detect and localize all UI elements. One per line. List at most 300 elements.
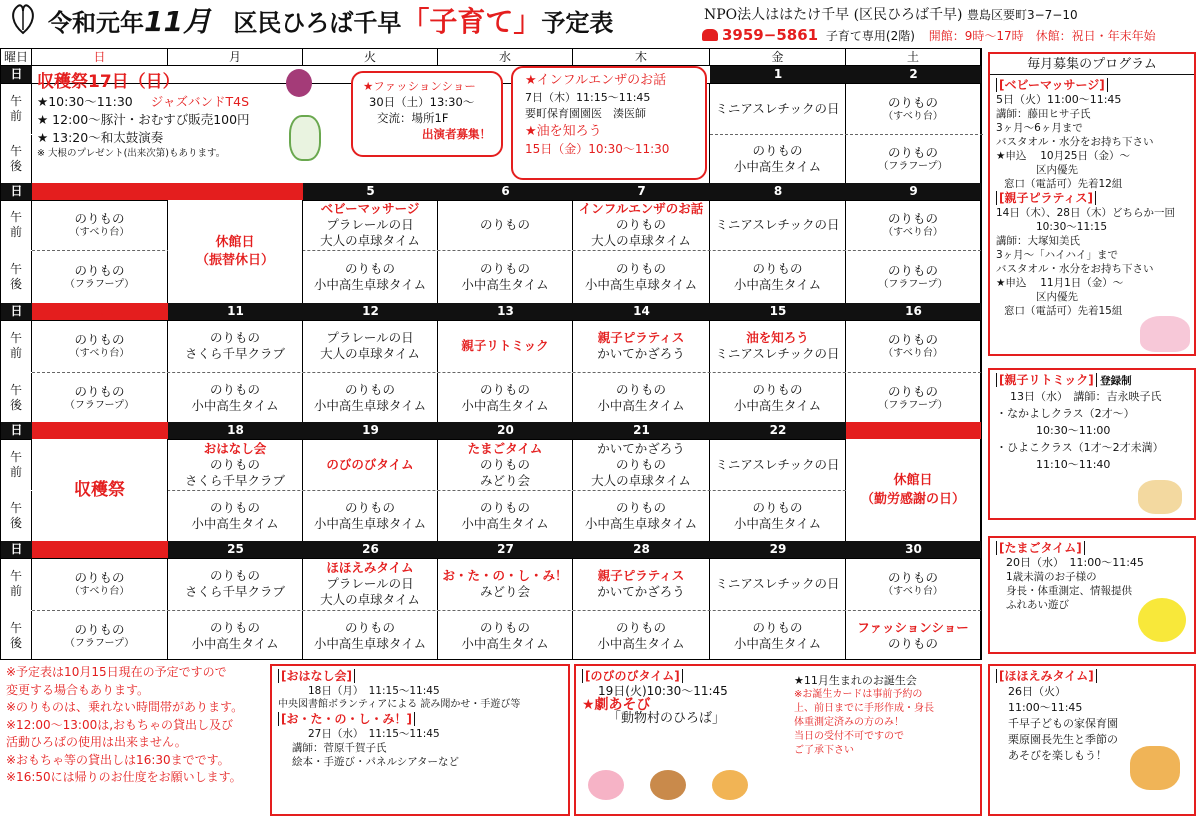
cell-line: のりもの (344, 500, 395, 515)
date-cell: 26 (303, 541, 438, 558)
day-slot-pm (846, 611, 981, 660)
date-cell: 6 (438, 183, 573, 200)
date-cell: 24 (32, 541, 168, 558)
day-slot-pm (573, 251, 710, 303)
panel-line: 11:10〜11:40 (1036, 458, 1111, 471)
cell-line: のりもの (887, 570, 938, 585)
cell-line: 小中高生タイム (733, 397, 822, 413)
cell-line: インフルエンザのお話 (578, 201, 704, 216)
otanoshimi-date: 27日（水） 11:15〜11:45 (308, 728, 440, 740)
ohanashi-tag: [おはなし会] (278, 669, 355, 683)
cell-line: のりもの (209, 500, 260, 515)
day-slot-am (846, 558, 981, 610)
harvest-festival-item (37, 129, 327, 147)
day-slot-pm (168, 373, 303, 422)
cell-line: たまごタイム (467, 440, 543, 456)
pilates-tag: [親子ピラティス] (996, 191, 1096, 205)
harvest-festival-note: ※ 大根のプレゼント(出来次第)もあります。 (37, 148, 226, 159)
day-slot (710, 135, 846, 183)
flu-oil-line: 7日（木）11:15〜11:45 (525, 91, 651, 104)
nobinobi-panel (574, 664, 982, 816)
panel-line: ・なかよしクラス（2才〜） (996, 407, 1135, 420)
date-cell: 9 (846, 183, 981, 200)
date-cell: 28 (573, 541, 710, 558)
cell-line: 小中高生タイム (733, 159, 822, 174)
am-label: 午 前 (1, 320, 32, 372)
cell-line: のりもの (209, 456, 260, 472)
cell-line: のりもの (615, 217, 666, 232)
cell-line: かいてかざろう (597, 584, 685, 599)
calendar-grid (0, 48, 982, 660)
cell-line: のりもの (887, 383, 938, 399)
day-slot-pm (303, 491, 438, 541)
cell-line: ファッションショー (857, 619, 969, 635)
nobinobi-play-title: 「動物村のひろば」 (608, 711, 726, 726)
rhythmic-panel (988, 368, 1196, 520)
panel-line: 11:00〜11:45 (1008, 701, 1083, 714)
date-cell: 11 (168, 303, 303, 320)
cell-line: 大人の卓球タイム (320, 233, 420, 248)
day-slot-pm (710, 611, 846, 660)
cell-line: のりもの (209, 619, 260, 635)
date-cell: 8 (710, 183, 846, 200)
pilates-details (996, 206, 1188, 318)
cell-line: （すべり台） (69, 227, 130, 238)
cell-line: （すべり台） (69, 348, 130, 359)
harvest-festival-block (37, 71, 327, 161)
weekday-header: 日 (32, 49, 168, 66)
day-slot-merged (168, 200, 303, 303)
day-slot-pm (168, 491, 303, 541)
date-cell: 22 (710, 422, 846, 439)
cell-line: のりもの (344, 381, 395, 397)
title-name: 区民ひろば千早 (233, 9, 402, 37)
day-slot-am (438, 320, 573, 372)
day-slot-pm (438, 373, 573, 422)
weekday-header: 曜日 (1, 49, 32, 66)
am-label: 午 前 (1, 558, 32, 610)
sunday-label: 日 (1, 541, 32, 558)
cell-line: 休館日 (215, 234, 255, 250)
panel-line: ※12:00〜13:00は,おもちゃの貸出し及び (6, 717, 234, 732)
rhythmic-details (996, 388, 1188, 473)
pm-label: 午 後 (1, 373, 32, 422)
date-cell: 30 (846, 541, 981, 558)
day-slot-pm (438, 491, 573, 541)
cell-line: のりもの (74, 263, 125, 278)
cell-line: 小中高生タイム (733, 277, 822, 292)
day-slot-am (710, 439, 846, 490)
cell-line: ミニアスレチックの日 (715, 576, 840, 591)
otanoshimi-tag: [お・た・の・し・み！] (278, 712, 415, 726)
cell-line: （すべり台） (69, 586, 130, 597)
title-schedule: 予定表 (541, 9, 614, 37)
cell-line: のりもの (615, 261, 666, 276)
cell-line: 休館日 (893, 473, 933, 488)
pm-label: 午 後 (1, 611, 32, 660)
weekday-header: 月 (168, 49, 303, 66)
date-cell: 5 (303, 183, 438, 200)
panel-line: 講師：大塚知美氏 (996, 235, 1080, 247)
harvest-festival-title: 収穫祭17日（日） (37, 72, 180, 92)
org-address: 豊島区要町3−7−10 (966, 8, 1078, 22)
flu-oil-line: ★インフルエンザのお話 (525, 73, 667, 88)
cell-line: 小中高生卓球タイム (584, 516, 698, 531)
panel-line: 活動ひろばの使用は出来ません。 (6, 735, 187, 749)
cell-line: のりもの (74, 621, 125, 637)
flu-oil-box (511, 66, 707, 180)
hohoemi-tag: [ほほえみタイム] (996, 669, 1097, 683)
panel-line: 10:30〜11:15 (1036, 221, 1108, 233)
cell-line: 小中高生卓球タイム (313, 635, 427, 651)
day-slot-pm (710, 251, 846, 303)
cell-line: かいてかざろう (597, 346, 685, 361)
cell-line: のりもの (479, 381, 530, 397)
cell-line: 小中高生タイム (461, 635, 549, 651)
day-slot-pm (438, 611, 573, 660)
animals-illustration (1138, 480, 1182, 514)
cell-line: 大人の卓球タイム (320, 592, 420, 607)
day-slot-am (438, 200, 573, 250)
cell-line: 油を知ろう (746, 330, 809, 345)
am-label: 午 前 (1, 84, 32, 134)
date-cell: 16 (846, 303, 981, 320)
org-line (704, 4, 1078, 24)
day-slot-am (303, 439, 438, 490)
cell-line: 小中高生卓球タイム (584, 277, 698, 292)
title-kosodate: 「子育て」 (401, 5, 542, 38)
panel-line: ★申込 10月25日（金）〜 (996, 150, 1130, 162)
date-cell: 12 (303, 303, 438, 320)
cell-line: のりもの (887, 635, 938, 651)
date-cell: 13 (438, 303, 573, 320)
cell-line: 小中高生卓球タイム (313, 516, 427, 531)
day-slot-am (710, 558, 846, 610)
day-slot-am (303, 200, 438, 250)
rhythmic-registration: 登録制 (1100, 375, 1132, 387)
logo-icon (6, 2, 40, 36)
cell-line: のりもの (887, 263, 938, 278)
day-slot-am (573, 558, 710, 610)
panel-line: ※おもちゃ等の貸出しは16:30までです。 (6, 752, 230, 767)
cell-line: 小中高生タイム (191, 397, 279, 413)
cell-line: かいてかざろう (597, 440, 685, 456)
festival-item-time: ★ 12:00〜豚汁・おむすび販売100円 (37, 112, 250, 127)
day-slot-am (168, 439, 303, 490)
panel-line: 当日の受付不可ですので (794, 731, 904, 742)
cell-line: のりもの (887, 145, 938, 160)
weekday-header: 土 (846, 49, 981, 66)
day-slot-pm (710, 491, 846, 541)
day-slot (846, 84, 981, 134)
fashion-line: 30日（土）13:30〜 (369, 95, 475, 109)
harvest-festival-item (37, 111, 327, 129)
panel-line: 区内優先 (1036, 164, 1078, 176)
day-slot-pm (710, 373, 846, 422)
day-slot-am (32, 320, 168, 372)
cell-line: （フラフープ） (64, 279, 135, 290)
day-slot-am (32, 558, 168, 610)
cell-line: ミニアスレチックの日 (715, 456, 840, 472)
cell-line: （すべり台） (883, 227, 943, 238)
date-cell: 1 (710, 66, 846, 83)
page-title (48, 2, 613, 43)
cell-line: ミニアスレチックの日 (715, 346, 840, 361)
panel-line: あそびを楽しもう！ (1008, 749, 1107, 762)
cell-line: さくら千早クラブ (184, 472, 285, 488)
panel-line: 14日（木）、28日（木）どちらか一回 (996, 207, 1175, 219)
panel-line: ※予定表は10月15日現在の予定ですので (6, 665, 227, 679)
cell-line: （フラフープ） (64, 637, 135, 649)
panel-line: ※お誕生カードは事前予約の (794, 689, 923, 700)
cell-line: のりもの (344, 619, 395, 635)
hohoemi-panel (988, 664, 1196, 816)
cell-line: 小中高生タイム (597, 397, 685, 413)
panel-line: 1歳未満のお子様の (1006, 571, 1097, 583)
otanoshimi-teacher: 講師：菅原千賀子氏 (292, 742, 387, 754)
date-cell: 17 (32, 422, 168, 439)
cell-line: 小中高生タイム (733, 516, 822, 531)
panel-line: 26日（火） (1008, 685, 1066, 698)
cell-line: みどり会 (479, 472, 530, 488)
panel-line: 栗原園長先生と季節の (1008, 733, 1118, 746)
cell-line: （フラフープ） (878, 399, 948, 411)
cell-line: みどり会 (479, 584, 530, 599)
birthday-notes (794, 688, 974, 758)
date-cell: 23 (846, 422, 981, 439)
cell-line: 小中高生タイム (461, 516, 549, 531)
panel-line: 窓口（電話可）先着12組 (1004, 178, 1123, 190)
panel-line: ・ひよこクラス（1才〜2才未満） (996, 441, 1164, 454)
day-slot-am (573, 439, 710, 490)
date-cell: 25 (168, 541, 303, 558)
date-cell: 21 (573, 422, 710, 439)
date-cell: 19 (303, 422, 438, 439)
festival-item-text: ジャズバンドT4S (150, 94, 250, 109)
cell-line: のりもの (887, 332, 938, 347)
vegetable-illustration (286, 69, 312, 97)
pm-label: 午 後 (1, 491, 32, 541)
day-slot-am (573, 200, 710, 250)
cell-line: のりもの (209, 381, 260, 397)
day-slot-am (846, 200, 981, 250)
panel-line: 10:30〜11:00 (1036, 424, 1111, 437)
day-slot-pm (32, 611, 168, 660)
cell-line: のりもの (74, 570, 125, 585)
ampm-divider (710, 134, 983, 135)
day-slot-am (710, 200, 846, 250)
panel-line: 窓口（電話可）先着15組 (1004, 305, 1123, 317)
cell-line: ミニアスレチックの日 (715, 101, 840, 116)
panel-line: 3ヶ月〜「ハイハイ」まで (996, 249, 1118, 261)
week1-col-divider (709, 84, 710, 183)
panel-line: 区内優先 (1036, 291, 1078, 303)
day-slot-am (168, 558, 303, 610)
cell-line: 小中高生タイム (733, 635, 822, 651)
cell-line: 小中高生卓球タイム (313, 397, 427, 413)
cell-line: のりもの (74, 332, 125, 347)
cat-illustration (712, 770, 748, 800)
am-label: 午 前 (1, 439, 32, 490)
flu-oil-line: ★油を知ろう (525, 124, 602, 139)
date-cell: 27 (438, 541, 573, 558)
tamago-tag: [たまごタイム] (996, 541, 1085, 555)
cell-line: 小中高生タイム (191, 516, 279, 531)
cell-line: （すべり台） (883, 586, 943, 597)
cell-line: 小中高生タイム (461, 397, 549, 413)
cell-line: （振替休日） (195, 252, 274, 268)
title-era: 令和元年 (48, 9, 144, 37)
contact-row (702, 26, 1156, 44)
cell-line: 小中高生タイム (461, 277, 549, 292)
day-slot (710, 84, 846, 134)
pig-illustration (588, 770, 624, 800)
day-slot-pm (573, 373, 710, 422)
date-cell: 4 (168, 183, 303, 200)
phone-number: 3959−5861 (722, 26, 819, 44)
tamago-panel (988, 536, 1196, 654)
ohanashi-date: 18日（月） 11:15〜11:45 (308, 685, 440, 697)
cell-line: ほほえみタイム (326, 560, 414, 575)
day-slot-pm (573, 491, 710, 541)
date-cell: 29 (710, 541, 846, 558)
cell-line: さくら千早クラブ (184, 584, 285, 599)
cell-line: のりもの (615, 381, 666, 397)
org-name: NPO法人ははたけ千早 (区民ひろば千早) (704, 7, 963, 23)
date-cell: 18 (168, 422, 303, 439)
cell-line: ミニアスレチックの日 (715, 217, 840, 232)
panel-line: 3ヶ月〜6ヶ月まで (996, 122, 1083, 134)
fashion-line: 交流：場所1F (377, 111, 449, 125)
cell-line: おはなし会 (203, 440, 267, 456)
day-slot-pm (573, 611, 710, 660)
day-slot-merged (846, 439, 981, 541)
day-slot-am (168, 320, 303, 372)
cell-line: （フラフープ） (878, 161, 948, 172)
opening-hours: 開館：9時〜17時 休館：祝日・年末年始 (928, 29, 1156, 43)
panel-line: 講師：藤田ヒサ子氏 (996, 108, 1091, 120)
cell-line: のりもの (752, 500, 803, 515)
day-slot-pm (303, 251, 438, 303)
weekday-header: 水 (438, 49, 573, 66)
day-slot-pm (32, 251, 168, 303)
cell-line: のりもの (752, 381, 803, 397)
cell-line: 大人の卓球タイム (320, 346, 420, 361)
cell-line: のりもの (74, 211, 125, 226)
weekday-header: 火 (303, 49, 438, 66)
date-cell: 7 (573, 183, 710, 200)
pm-label: 午 後 (1, 251, 32, 303)
cell-line: （フラフープ） (64, 399, 135, 411)
day-slot-am (303, 558, 438, 610)
otanoshimi-desc: 絵本・手遊び・パネルシアターなど (292, 756, 460, 768)
cell-line: のりもの (344, 261, 395, 276)
notes-list (6, 664, 268, 787)
date-cell: 20 (438, 422, 573, 439)
cell-line: のりもの (479, 619, 530, 635)
sunday-label: 日 (1, 303, 32, 320)
panel-line: 上、前日までに手形作成・身長 (794, 703, 934, 714)
panel-line: ★申込 11月1日（金）〜 (996, 277, 1124, 289)
ohanashi-panel (270, 664, 570, 816)
cell-line: のびのびタイム (326, 456, 414, 472)
sunday-label: 日 (1, 422, 32, 439)
cell-line: ベビーマッサージ (320, 201, 420, 216)
cell-line: のりもの (209, 330, 260, 345)
cell-line: のりもの (887, 211, 938, 226)
day-slot-pm (438, 251, 573, 303)
day-slot-am (438, 439, 573, 490)
weekday-header: 金 (710, 49, 846, 66)
cell-line: プラレールの日 (326, 330, 414, 345)
cell-line: 親子ピラティス (597, 568, 685, 583)
ohanashi-desc: 中央図書館ボランティアによる 読み聞かせ・手遊び等 (278, 699, 521, 710)
phone-icon (702, 29, 718, 41)
date-cell: 3 (32, 183, 168, 200)
day-slot-am (303, 320, 438, 372)
chicks-illustration (1138, 598, 1186, 642)
date-cell: 2 (846, 66, 981, 83)
cell-line: のりもの (479, 456, 530, 472)
day-slot-pm (303, 373, 438, 422)
panel-line: ※16:50には帰りのお仕度をお願いします。 (6, 770, 242, 784)
cell-line: 大人の卓球タイム (591, 233, 691, 248)
day-slot-merged (32, 439, 168, 541)
cell-line: 小中高生タイム (191, 635, 279, 651)
day-slot (846, 135, 981, 183)
cell-line: 親子ピラティス (597, 330, 685, 345)
cell-line: のりもの (74, 383, 125, 399)
day-slot-am (32, 200, 168, 250)
cell-line: 小中高生タイム (597, 635, 685, 651)
panel-line: バスタオル・水分をお持ち下さい (996, 136, 1154, 148)
phone-note: 子育て専用(2階) (825, 29, 915, 43)
panel-line: 変更する場合もあります。 (6, 682, 150, 697)
weekday-header: 木 (573, 49, 710, 66)
panel-line: 千早子どもの家保育園 (1008, 717, 1118, 730)
cell-line: お・た・の・し・み！ (442, 568, 568, 583)
flu-oil-line: 要町保育園園医 湊医師 (525, 107, 646, 120)
cell-line: のりもの (615, 456, 666, 472)
date-cell: 10 (32, 303, 168, 320)
day-slot-am (846, 320, 981, 372)
baby-massage-tag: [ベビーマッサージ] (996, 78, 1108, 92)
cell-line: 親子リトミック (461, 338, 549, 353)
harvest-festival-item (37, 93, 327, 111)
day-slot-am (573, 320, 710, 372)
monkey-illustration (650, 770, 686, 800)
bear-rabbit-illustration (1140, 316, 1190, 352)
day-slot-pm (168, 611, 303, 660)
cell-line: のりもの (615, 500, 666, 515)
cell-line: さくら千早クラブ (184, 346, 285, 361)
panel-line: 5日（火）11:00〜11:45 (996, 93, 1122, 106)
day-slot-am (438, 558, 573, 610)
cell-line: のりもの (752, 261, 803, 276)
monthly-programs-panel (988, 52, 1196, 356)
cell-line: （勤労感謝の日） (860, 492, 965, 507)
flu-oil-line: 15日（金）10:30〜11:30 (525, 142, 670, 156)
cell-line: のりもの (752, 143, 803, 158)
cell-line: プラレールの日 (326, 217, 414, 232)
nobinobi-play: ★劇あそび (582, 697, 651, 713)
cell-line: 大人の卓球タイム (591, 472, 691, 488)
panel-line: 13日（水） 講師：吉永映子氏 (1010, 390, 1162, 403)
reading-cat-illustration (1130, 746, 1180, 790)
cell-line: （すべり台） (883, 348, 943, 359)
fashion-line: 出演者募集！ (422, 127, 491, 141)
panel-line: ※のりものは、乗れない時間帯があります。 (6, 700, 244, 714)
